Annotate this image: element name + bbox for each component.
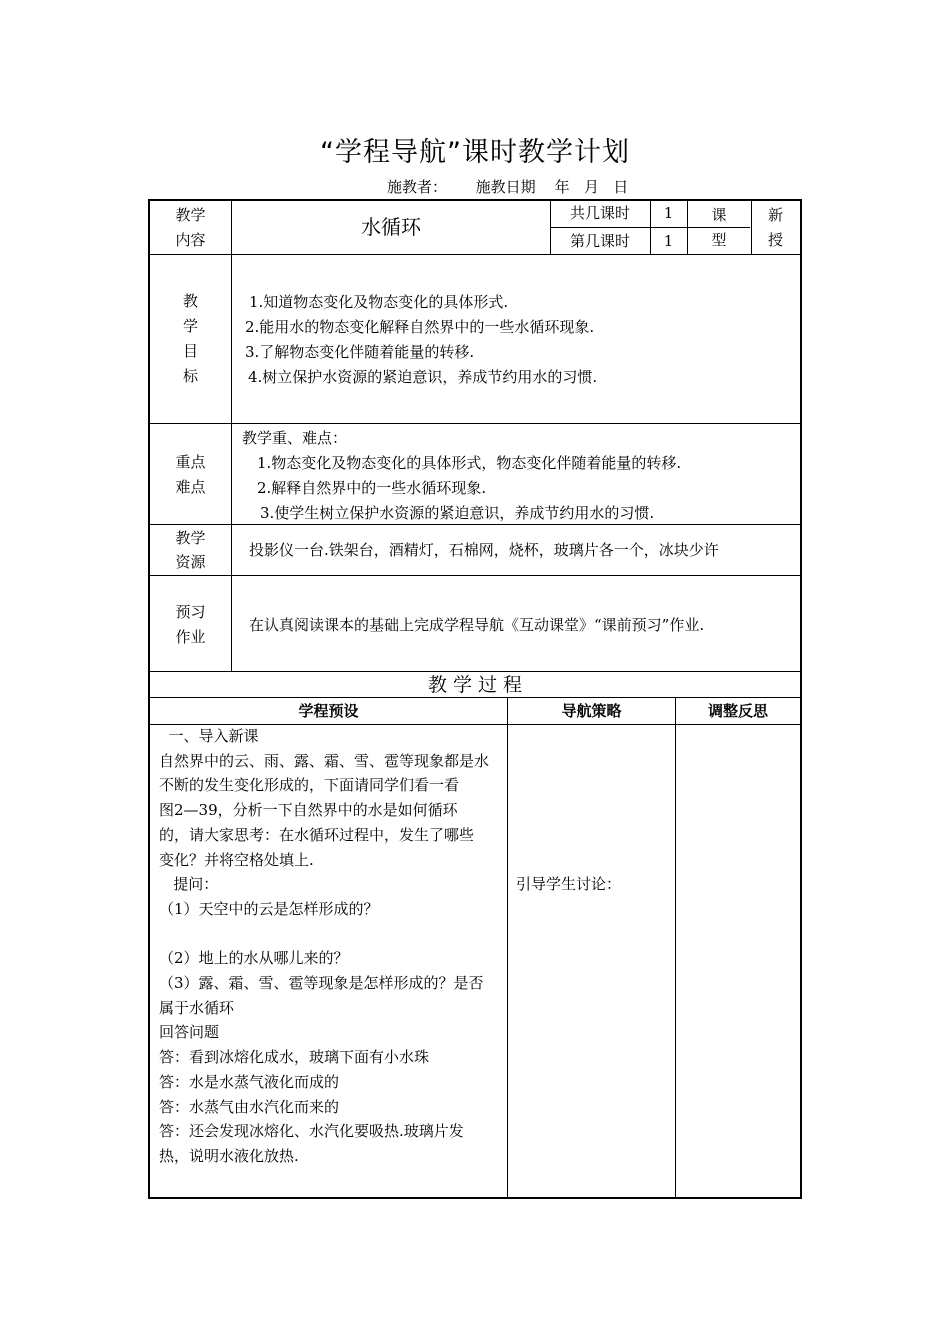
- total-periods-value: 1: [663, 204, 674, 222]
- key-point-item: 1.物态变化及物态变化的具体形式，物态变化伴随着能量的转移.: [257, 454, 682, 472]
- preview-line: 一、导入新课: [159, 727, 259, 745]
- current-period-value: 1: [663, 232, 674, 250]
- preview-line: 的，请大家思考：在水循环过程中，发生了哪些: [159, 825, 475, 844]
- preview-line: 变化？并将空格处填上.: [159, 850, 314, 869]
- preview-line: 不断的发生变化形成的，下面请同学们看一看: [159, 776, 460, 795]
- divider: [150, 423, 800, 424]
- objective-item: 2.能用水的物态变化解释自然界中的一些水循环现象.: [245, 318, 595, 336]
- homework-text: 在认真阅读课本的基础上完成学程导航《互动课堂》“课前预习”作业.: [249, 616, 705, 634]
- objective-item: 3.了解物态变化伴随着能量的转移.: [245, 343, 475, 361]
- homework-label: 预习: [175, 603, 206, 621]
- divider: [231, 201, 232, 671]
- current-period-label: 第几课时: [569, 232, 630, 250]
- column-header-reflection: 调整反思: [707, 702, 768, 720]
- preview-line: 自然界中的云、雨、露、霜、雪、雹等现象都是水: [159, 751, 490, 770]
- column-header-strategy: 导航策略: [561, 702, 622, 720]
- preview-line: 回答问题: [159, 1023, 220, 1042]
- preview-line: （1）天空中的云是怎样形成的？: [159, 899, 379, 918]
- lesson-type-label: 课: [711, 206, 727, 224]
- objectives-label: 标: [182, 367, 198, 385]
- lesson-plan-table: [148, 199, 802, 1199]
- divider: [675, 697, 676, 1199]
- strategy-text: 引导学生讨论：: [516, 875, 622, 893]
- divider: [150, 254, 800, 255]
- objectives-label: 教: [182, 292, 198, 310]
- content-label: 教学: [175, 206, 206, 224]
- objective-item: 1.知道物态变化及物态变化的具体形式.: [249, 293, 509, 311]
- column-header-preview: 学程预设: [298, 702, 359, 720]
- page-title: “学程导航”课时教学计划: [320, 137, 630, 168]
- key-points-label: 难点: [175, 478, 206, 496]
- resources-label: 资源: [175, 553, 206, 571]
- teacher-date-line: 施教者： 施教日期 年 月 日: [387, 178, 629, 196]
- key-points-label: 重点: [175, 453, 206, 471]
- lesson-type-value: 授: [767, 231, 783, 249]
- divider: [507, 697, 508, 1199]
- key-point-item: 2.解释自然界中的一些水循环现象.: [257, 479, 487, 497]
- total-periods-label: 共几课时: [569, 204, 630, 222]
- homework-label: 作业: [175, 628, 206, 646]
- preview-line: 答：还会发现冰熔化、水汽化要吸热.玻璃片发: [159, 1122, 464, 1141]
- key-points-heading: 教学重、难点：: [242, 429, 348, 447]
- divider: [150, 575, 800, 576]
- divider: [150, 671, 800, 672]
- preview-line: 图2—39，分析一下自然界中的水是如何循环: [159, 801, 458, 820]
- objectives-label: 学: [182, 317, 198, 335]
- preview-line: 提问：: [159, 875, 219, 894]
- process-title: 教 学 过 程: [427, 674, 523, 696]
- key-point-item: 3.使学生树立保护水资源的紧迫意识，养成节约用水的习惯.: [260, 504, 655, 522]
- objectives-label: 目: [182, 342, 198, 360]
- preview-line: 属于水循环: [159, 998, 235, 1017]
- lesson-type-label: 型: [711, 231, 727, 249]
- preview-line: （3）露、霜、雪、雹等现象是怎样形成的？是否: [159, 974, 484, 992]
- resources-label: 教学: [175, 529, 206, 547]
- preview-line: 热，说明水液化放热.: [159, 1146, 299, 1165]
- preview-line: （2）地上的水从哪儿来的？: [159, 949, 349, 968]
- preview-line: 答：水是水蒸气液化而成的: [159, 1072, 340, 1091]
- lesson-type-value: 新: [767, 206, 783, 224]
- resources-text: 投影仪一台.铁架台，酒精灯，石棉网，烧杯，玻璃片各一个，冰块少许: [249, 541, 719, 559]
- lesson-topic: 水循环: [361, 215, 421, 239]
- content-label: 内容: [175, 231, 206, 249]
- objective-item: 4.树立保护水资源的紧迫意识，养成节约用水的习惯.: [248, 368, 598, 386]
- preview-line: 答：看到冰熔化成水，玻璃下面有小水珠: [159, 1048, 430, 1067]
- preview-line: 答：水蒸气由水汽化而来的: [159, 1097, 340, 1116]
